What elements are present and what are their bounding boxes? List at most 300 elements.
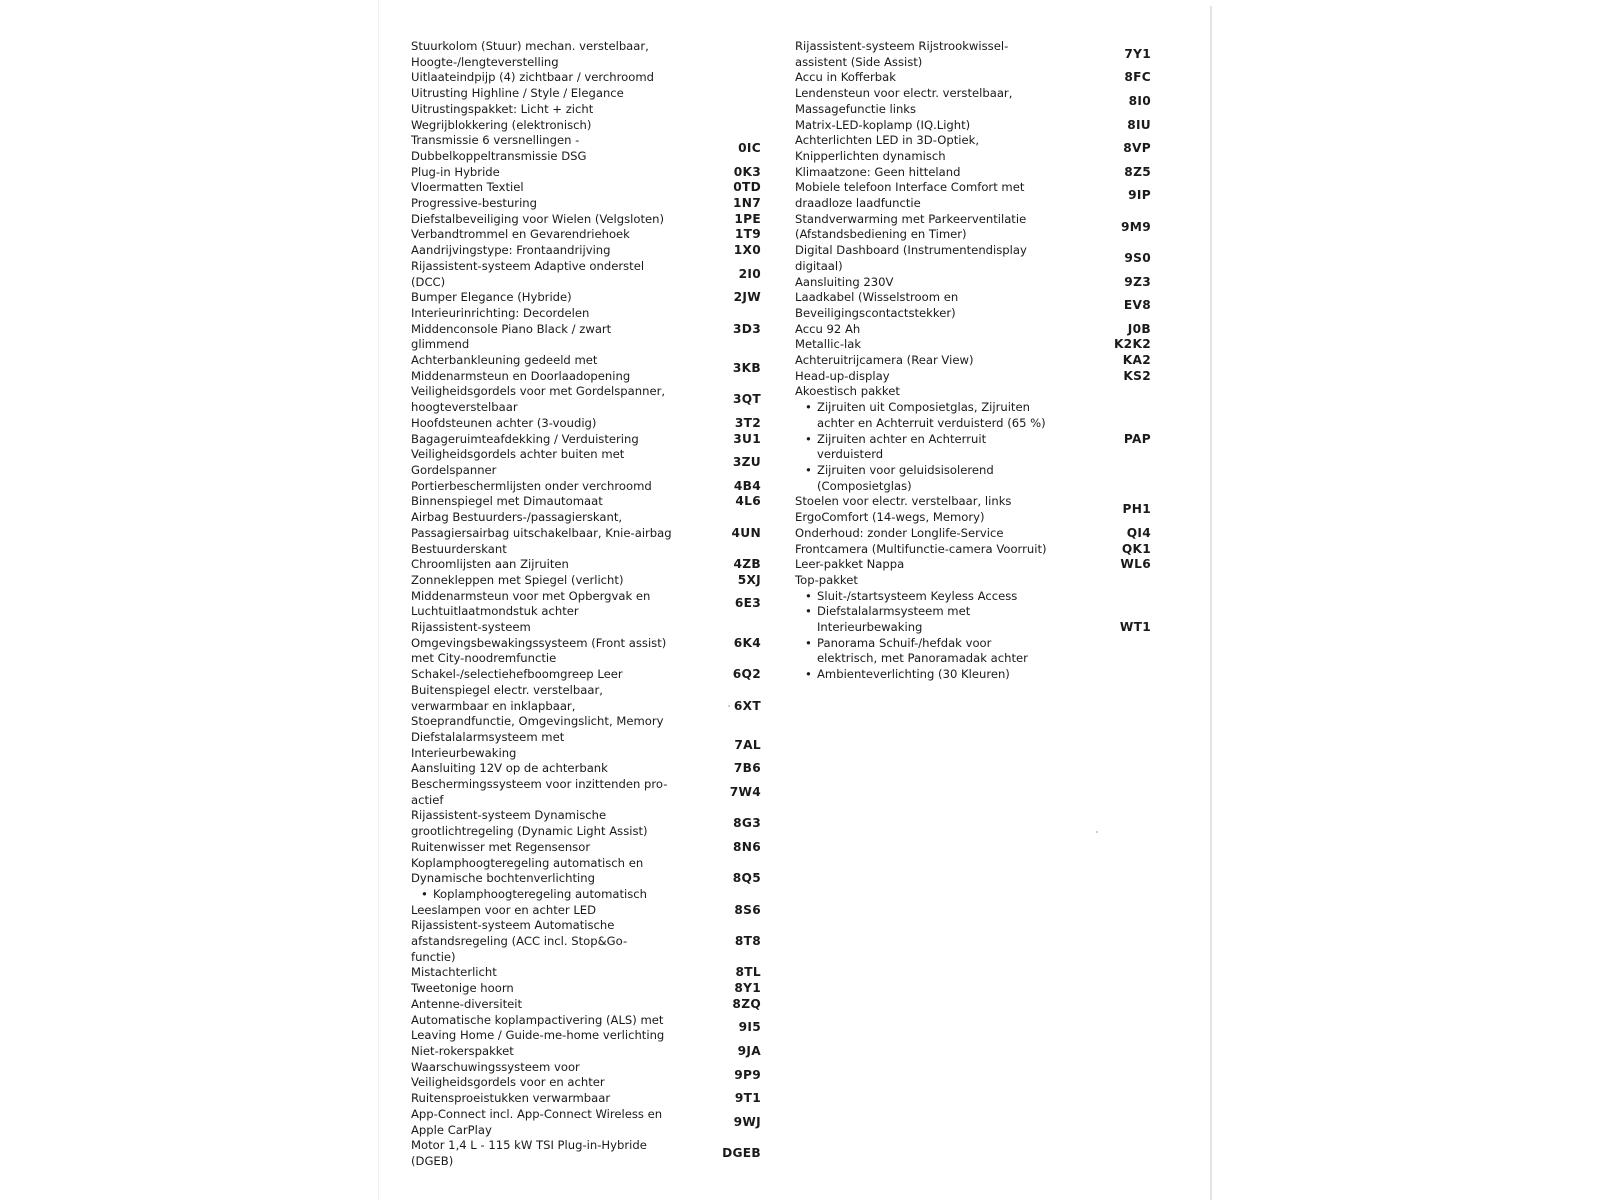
option-code: 8ZQ (732, 996, 761, 1011)
description-line: Schakel-/selectiehefboomgreep Leer (411, 667, 623, 682)
description-line: Binnenspiegel met Dimautomaat (411, 494, 603, 509)
description-line: Beveiligingscontactstekker) (795, 305, 956, 320)
bullet-item: • Diefstalalarmsysteem met (795, 604, 1057, 620)
option-code: 6XT (733, 698, 761, 713)
equipment-description (411, 856, 683, 903)
description-line: Dubbelkoppeltransmissie DSG (411, 148, 587, 163)
equipment-description (411, 573, 683, 589)
equipment-description (411, 102, 683, 118)
description-line: Frontcamera (Multifunctie-camera Voorruit) (795, 541, 1047, 556)
option-code: 3QT (732, 392, 761, 407)
equipment-description (411, 384, 683, 415)
description-line: Leeslampen voor en achter LED (411, 902, 597, 917)
equipment-description (411, 730, 683, 761)
option-code: 9T1 (734, 1091, 761, 1106)
description-line: Digital Dashboard (Instrumentendisplay (795, 243, 1027, 258)
description-line: Massagefunctie links (795, 101, 917, 116)
description-line: App-Connect incl. App-Connect Wireless en (411, 1106, 663, 1121)
description-line: actief (411, 792, 444, 807)
description-line: Gordelspanner (411, 462, 497, 477)
description-line: Portierbeschermlijsten onder verchroomd (411, 478, 652, 493)
equipment-row (411, 730, 779, 761)
option-code: 8T8 (734, 934, 761, 949)
option-code: 3D3 (733, 321, 761, 336)
description-line: Middenarmsteun voor met Opbergvak en (411, 588, 651, 603)
option-code: 6Q2 (732, 667, 761, 682)
equipment-description (411, 259, 683, 290)
equipment-row (411, 384, 779, 415)
description-line: Zonnekleppen met Spiegel (verlicht) (411, 572, 624, 587)
option-code: PH1 (1122, 502, 1151, 517)
equipment-row (411, 808, 779, 839)
equipment-description (795, 86, 1057, 117)
equipment-row (411, 165, 779, 181)
bullet-item-continuation: (Composietglas) (817, 478, 912, 493)
equipment-row (795, 337, 1165, 353)
equipment-row (411, 102, 779, 118)
equipment-list-left-column (411, 39, 779, 1170)
equipment-description (411, 479, 683, 495)
description-line: assistent (Side Assist) (795, 54, 923, 69)
description-line: Luchtuitlaatmondstuk achter (411, 604, 579, 619)
bullet-item: • Panorama Schuif-/hefdak voor (795, 636, 1057, 652)
description-line: Akoestisch pakket (795, 384, 900, 399)
description-line: Rijassistent-systeem Dynamische (411, 808, 607, 823)
description-line: Ruitensproeistukken verwarmbaar (411, 1091, 611, 1106)
description-line: Veiligheidsgordels voor met Gordelspanner, (411, 384, 666, 399)
bullet-item-continuation: verduisterd (817, 447, 884, 462)
option-code: 1N7 (732, 196, 761, 211)
equipment-row (411, 573, 779, 589)
equipment-description (411, 903, 683, 919)
description-line: Lendensteun voor electr. verstelbaar, (795, 86, 1013, 101)
option-code: 8S6 (734, 902, 761, 917)
description-line: Aandrijvingstype: Frontaandrijving (411, 243, 611, 258)
equipment-row (411, 965, 779, 981)
equipment-description (795, 133, 1057, 164)
option-code: 3ZU (732, 455, 761, 470)
description-line: Accu in Kofferbak (795, 70, 896, 85)
description-line: Plug-in Hybride (411, 164, 500, 179)
option-code: DGEB (722, 1146, 761, 1161)
description-line: Apple CarPlay (411, 1122, 492, 1137)
scan-speck (1096, 831, 1098, 833)
option-code: J0B (1127, 321, 1151, 336)
option-code: KA2 (1122, 353, 1151, 368)
description-line: (DGEB) (411, 1153, 454, 1168)
equipment-row (795, 353, 1165, 369)
equipment-row (411, 903, 779, 919)
equipment-description (795, 180, 1057, 211)
equipment-row (411, 918, 779, 965)
equipment-description (795, 369, 1057, 385)
option-code: 9JA (737, 1044, 761, 1058)
equipment-row (795, 133, 1165, 164)
option-code: 4ZB (733, 557, 761, 572)
page-edge-divider (1210, 6, 1212, 1200)
description-line: Bagageruimteafdekking / Verduistering (411, 431, 639, 446)
option-code: QI4 (1126, 525, 1151, 540)
equipment-description (411, 322, 683, 353)
equipment-description (411, 212, 683, 228)
equipment-row (411, 557, 779, 573)
equipment-row (411, 1091, 779, 1107)
description-line: Niet-rokerspakket (411, 1044, 514, 1058)
option-code: 4L6 (735, 494, 761, 509)
description-line: Accu 92 Ah (795, 321, 861, 336)
description-line: verwarmbaar en inklapbaar, (411, 698, 576, 713)
equipment-row (411, 683, 779, 730)
description-line: Airbag Bestuurders-/passagierskant, (411, 510, 623, 525)
equipment-row (411, 196, 779, 212)
equipment-row (411, 620, 779, 667)
equipment-row (411, 761, 779, 777)
description-line: met City-noodremfunctie (411, 651, 557, 666)
equipment-description (795, 573, 1057, 683)
option-code: 4B4 (733, 478, 761, 493)
equipment-description (411, 416, 683, 432)
description-line: Top-pakket (795, 572, 858, 587)
equipment-description (411, 620, 683, 667)
equipment-row (795, 39, 1165, 70)
equipment-list-right-column (795, 39, 1165, 683)
equipment-description (411, 196, 683, 212)
equipment-row (411, 840, 779, 856)
option-code: 9IP (1128, 188, 1151, 203)
option-code: 1PE (734, 211, 761, 226)
equipment-description (795, 70, 1057, 86)
option-code: 8Y1 (734, 981, 761, 996)
equipment-description (411, 494, 683, 510)
option-code: 9WJ (733, 1114, 761, 1129)
equipment-row (411, 322, 779, 353)
description-line: Head-up-display (795, 368, 890, 383)
equipment-description (411, 589, 683, 620)
equipment-row (411, 212, 779, 228)
option-code: QK1 (1121, 541, 1151, 556)
option-code: 2I0 (738, 266, 761, 281)
description-line: Automatische koplampactivering (ALS) met (411, 1012, 664, 1027)
description-line: afstandsregeling (ACC incl. Stop&Go- (411, 934, 628, 949)
equipment-description (795, 118, 1057, 134)
description-line: Rijassistent-systeem (411, 620, 531, 635)
bullet-item: • Zijruiten achter en Achterruit (795, 432, 1057, 448)
equipment-row (411, 259, 779, 290)
option-code: 3KB (732, 360, 761, 375)
option-code: 3T2 (734, 415, 761, 430)
equipment-description (411, 965, 683, 981)
equipment-row (411, 86, 779, 102)
option-code: 0K3 (733, 164, 761, 179)
equipment-row (411, 306, 779, 322)
equipment-row (411, 510, 779, 557)
option-code: 6E3 (734, 596, 761, 611)
description-line: (DCC) (411, 274, 446, 289)
option-code: 7W4 (729, 784, 761, 799)
option-code: 8FC (1124, 70, 1151, 85)
description-line: Leer-pakket Nappa (795, 557, 905, 572)
option-code: 0TD (733, 180, 761, 195)
description-line: Interieurbewaking (411, 745, 517, 760)
description-line: Chroomlijsten aan Zijruiten (411, 557, 569, 572)
equipment-description (411, 227, 683, 243)
equipment-description (411, 243, 683, 259)
option-code: 8G3 (733, 816, 761, 831)
option-code: WT1 (1119, 620, 1151, 635)
option-code: K2K2 (1113, 337, 1151, 352)
description-line: Stuurkolom (Stuur) mechan. verstelbaar, (411, 39, 649, 53)
equipment-description (411, 70, 683, 86)
description-line: Passagiersairbag uitschakelbaar, Knie-airbag (411, 525, 672, 540)
equipment-description (411, 118, 683, 134)
description-line: Bestuurderskant (411, 541, 507, 556)
equipment-row (411, 243, 779, 259)
equipment-row (411, 1060, 779, 1091)
equipment-row (411, 70, 779, 86)
equipment-description (795, 542, 1057, 558)
equipment-description (411, 777, 683, 808)
equipment-row (411, 856, 779, 903)
equipment-description (795, 290, 1057, 321)
description-line: Verbandtrommel en Gevarendriehoek (411, 227, 630, 242)
description-line: Middenarmsteun en Doorlaadopening (411, 368, 631, 383)
equipment-description (795, 322, 1057, 338)
equipment-row (795, 275, 1165, 291)
option-code: PAP (1123, 431, 1151, 446)
option-code: 8IU (1127, 117, 1151, 132)
option-code: 8Q5 (732, 871, 761, 886)
description-line: Achterbankleuning gedeeld met (411, 353, 598, 368)
equipment-row (795, 322, 1165, 338)
equipment-row (411, 416, 779, 432)
equipment-row (411, 447, 779, 478)
equipment-description (795, 494, 1057, 525)
equipment-row (795, 573, 1165, 683)
option-code: 8TL (735, 965, 761, 980)
description-line: Motor 1,4 L - 115 kW TSI Plug-in-Hybride (411, 1138, 647, 1153)
description-line: draadloze laadfunctie (795, 196, 921, 211)
bullet-item-continuation: achter en Achterruit verduisterd (65 %) (817, 415, 1046, 430)
description-line: Rijassistent-systeem Adaptive onderstel (411, 258, 645, 273)
equipment-row (795, 180, 1165, 211)
description-line: Progressive-besturing (411, 196, 537, 211)
equipment-description (411, 667, 683, 683)
description-line: Tweetonige hoorn (411, 981, 514, 996)
option-code: 8N6 (732, 839, 761, 854)
equipment-description (411, 761, 683, 777)
equipment-description (411, 165, 683, 181)
equipment-description (795, 526, 1057, 542)
equipment-row (411, 981, 779, 997)
option-code: EV8 (1123, 298, 1151, 313)
equipment-description (411, 683, 683, 730)
option-code: 8Z5 (1124, 164, 1151, 179)
description-line: Wegrijblokkering (elektronisch) (411, 117, 592, 132)
equipment-description (411, 447, 683, 478)
equipment-description (411, 39, 683, 70)
equipment-description (411, 1044, 683, 1060)
equipment-description (411, 981, 683, 997)
equipment-description (795, 353, 1057, 369)
description-line: Achterlichten LED in 3D-Optiek, (795, 133, 980, 148)
description-line: Hoogte-/lengteverstelling (411, 54, 559, 69)
equipment-description (411, 918, 683, 965)
option-code: 2JW (733, 290, 761, 305)
description-line: Klimaatzone: Geen hitteland (795, 164, 961, 179)
equipment-description (411, 510, 683, 557)
equipment-description (411, 808, 683, 839)
option-code: 3U1 (733, 431, 761, 446)
description-line: Leaving Home / Guide-me-home verlichting (411, 1028, 665, 1043)
description-line: Stoelen voor electr. verstelbaar, links (795, 494, 1012, 509)
option-code: 8VP (1123, 141, 1151, 156)
equipment-row (795, 212, 1165, 243)
description-line: Diefstalbeveiliging voor Wielen (Velgsloten) (411, 211, 665, 226)
description-line: Mistachterlicht (411, 965, 497, 980)
equipment-description (411, 1107, 683, 1138)
equipment-row (411, 180, 779, 196)
description-line: Metallic-lak (795, 337, 862, 352)
description-line: hoogteverstelbaar (411, 400, 518, 415)
equipment-row (411, 39, 779, 70)
option-code: KS2 (1123, 368, 1151, 383)
equipment-description (411, 290, 683, 306)
option-code: 8I0 (1128, 93, 1151, 108)
bullet-item-continuation: Interieurbewaking (817, 620, 923, 635)
equipment-row (795, 290, 1165, 321)
description-line: Koplamphoogteregeling automatisch en (411, 855, 644, 870)
equipment-row (411, 353, 779, 384)
option-code: 9S0 (1124, 250, 1151, 265)
description-line: Buitenspiegel electr. verstelbaar, (411, 682, 603, 697)
equipment-row (411, 1044, 779, 1060)
option-code: WL6 (1120, 557, 1151, 572)
equipment-row (795, 118, 1165, 134)
option-code: 6K4 (733, 635, 761, 650)
equipment-row (795, 557, 1165, 573)
equipment-description (411, 306, 683, 322)
description-line: Uitrusting Highline / Style / Elegance (411, 86, 624, 101)
equipment-row (795, 243, 1165, 274)
equipment-description (411, 86, 683, 102)
option-code: 7B6 (733, 761, 761, 776)
description-line: grootlichtregeling (Dynamic Light Assist) (411, 824, 648, 839)
description-line: Bumper Elegance (Hybride) (411, 290, 572, 305)
description-line: Veiligheidsgordels achter buiten met (411, 447, 625, 462)
description-line: digitaal) (795, 258, 843, 273)
equipment-description (411, 997, 683, 1013)
description-line: Interieurinrichting: Decordelen (411, 305, 590, 320)
description-line: Transmissie 6 versnellingen - (411, 133, 580, 148)
equipment-row (411, 997, 779, 1013)
equipment-row (411, 432, 779, 448)
equipment-row (795, 384, 1165, 494)
bullet-item: • Zijruiten uit Composietglas, Zijruiten (795, 400, 1057, 416)
equipment-description (795, 165, 1057, 181)
description-line: ErgoComfort (14-wegs, Memory) (795, 510, 985, 525)
equipment-description (795, 39, 1057, 70)
description-line: Matrix-LED-koplamp (IQ.Light) (795, 117, 971, 132)
option-code: 0IC (738, 141, 761, 156)
bullet-item: • Sluit-/startsysteem Keyless Access (795, 589, 1057, 605)
description-line: Mobiele telefoon Interface Comfort met (795, 180, 1025, 195)
equipment-description (411, 840, 683, 856)
description-line: Omgevingsbewakingssysteem (Front assist) (411, 635, 667, 650)
description-line: functie) (411, 949, 456, 964)
equipment-row (411, 290, 779, 306)
equipment-row (411, 227, 779, 243)
description-line: Rijassistent-systeem Automatische (411, 918, 615, 933)
equipment-row (795, 86, 1165, 117)
description-line: glimmend (411, 337, 470, 352)
description-line: Middenconsole Piano Black / zwart (411, 321, 612, 336)
option-code: 4UN (731, 525, 761, 540)
bullet-item-continuation: elektrisch, met Panoramadak achter (817, 651, 1028, 666)
equipment-description (795, 212, 1057, 243)
description-line: Onderhoud: zonder Longlife-Service (795, 525, 1004, 540)
equipment-description (411, 180, 683, 196)
description-line: Diefstalalarmsysteem met (411, 729, 565, 744)
description-line: Veiligheidsgordels voor en achter (411, 1075, 605, 1090)
equipment-description (795, 275, 1057, 291)
equipment-row (411, 777, 779, 808)
equipment-row (795, 542, 1165, 558)
option-code: 9P9 (734, 1067, 761, 1082)
equipment-description (411, 353, 683, 384)
description-line: (Afstandsbediening en Timer) (795, 227, 967, 242)
description-line: Uitlaateindpijp (4) zichtbaar / verchroomd (411, 70, 655, 85)
option-code: 1X0 (733, 243, 761, 258)
equipment-description (411, 1138, 683, 1169)
equipment-description (411, 1091, 683, 1107)
bullet-item: • Zijruiten voor geluidsisolerend (795, 463, 1057, 479)
bullet-item: • Koplamphoogteregeling automatisch (411, 887, 683, 903)
equipment-description (411, 432, 683, 448)
option-code: 9Z3 (1124, 274, 1151, 289)
option-code: 1T9 (734, 227, 761, 242)
equipment-row (795, 494, 1165, 525)
equipment-row (795, 369, 1165, 385)
description-line: Rijassistent-systeem Rijstrookwissel- (795, 39, 1009, 53)
equipment-description (411, 1013, 683, 1044)
description-line: Hoofdsteunen achter (3-voudig) (411, 415, 597, 430)
description-line: Aansluiting 12V op de achterbank (411, 761, 608, 776)
option-code: 9M9 (1121, 219, 1151, 234)
equipment-row (795, 165, 1165, 181)
equipment-description (795, 557, 1057, 573)
option-code: 5XJ (737, 572, 761, 587)
description-line: Standverwarming met Parkeerventilatie (795, 211, 1027, 226)
option-code: 7Y1 (1124, 46, 1151, 61)
equipment-row (411, 1013, 779, 1044)
description-line: Ruitenwisser met Regensensor (411, 839, 591, 854)
description-line: Aansluiting 230V (795, 274, 894, 289)
description-line: Antenne-diversiteit (411, 996, 523, 1011)
description-line: Knipperlichten dynamisch (795, 148, 946, 163)
equipment-description (411, 133, 683, 164)
equipment-description (411, 1060, 683, 1091)
bullet-item: • Ambienteverlichting (30 Kleuren) (795, 667, 1057, 683)
description-line: Uitrustingspakket: Licht + zicht (411, 101, 594, 116)
description-line: Waarschuwingssysteem voor (411, 1059, 580, 1074)
equipment-row (795, 70, 1165, 86)
equipment-description (411, 557, 683, 573)
equipment-row (795, 526, 1165, 542)
equipment-row (411, 133, 779, 164)
description-line: Laadkabel (Wisselstroom en (795, 290, 959, 305)
equipment-row (411, 667, 779, 683)
equipment-row (411, 118, 779, 134)
